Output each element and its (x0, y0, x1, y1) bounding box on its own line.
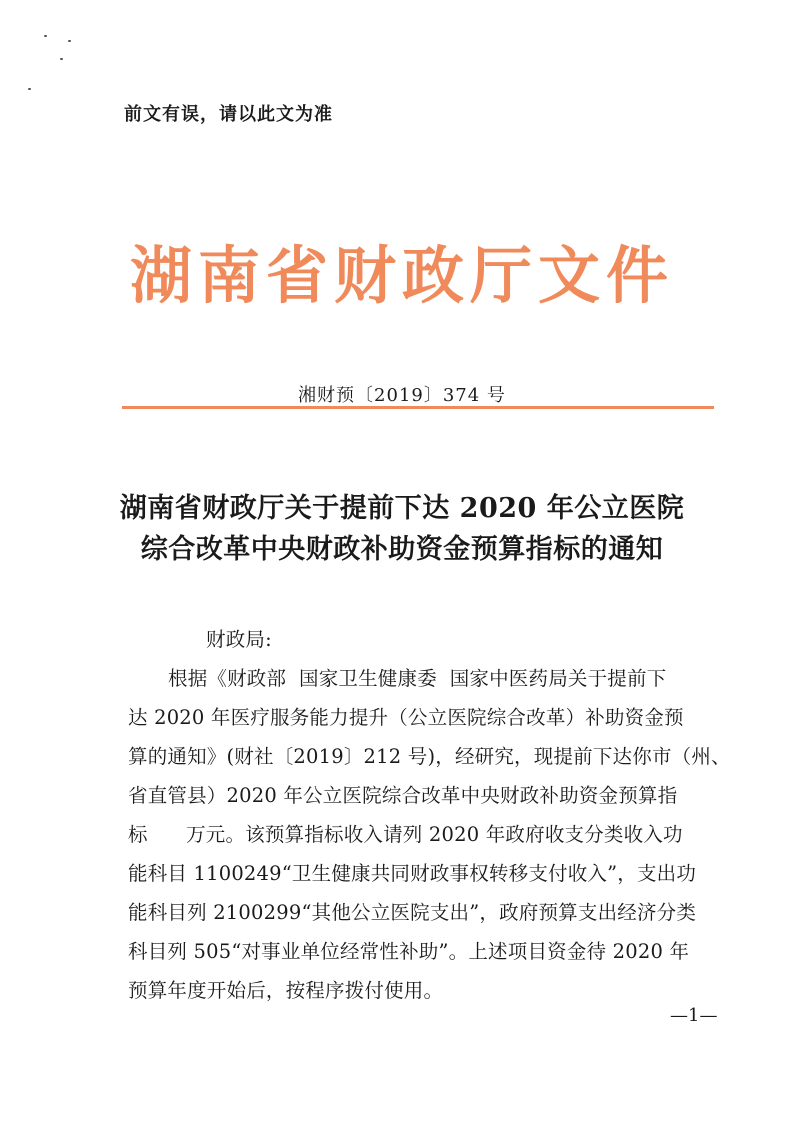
scan-speck (60, 58, 63, 60)
body-line: 能科目列 2100299“其他公立医院支出”，政府预算支出经济分类 (128, 901, 697, 924)
body-line: 省直管县）2020 年公立医院综合改革中央财政补助资金预算指 (128, 784, 678, 807)
body-line: 能科目 1100249“卫生健康共同财政事权转移支付收入”，支出功 (128, 862, 697, 885)
body-line: 达 2020 年医疗服务能力提升（公立医院综合改革）补助资金预 (128, 706, 684, 729)
document-title-line: 湖南省财政厅关于提前下达 2020 年公立医院 (119, 493, 685, 524)
scan-speck (44, 35, 47, 37)
correction-note: 前文有误，请以此文为准 (124, 104, 333, 125)
page-number: —1— (670, 1005, 718, 1026)
salutation: 财政局: (206, 628, 272, 651)
body-line: 算的通知》(财社〔2019〕212 号)，经研究，现提前下达你市（州、 (128, 745, 731, 768)
body-line: 标 万元。该预算指标收入请列 2020 年政府收支分类收入功 (128, 823, 683, 846)
scan-speck (68, 40, 71, 42)
masthead-title: 湖南省财政厅文件 (129, 239, 674, 312)
document-title (0, 488, 804, 570)
masthead-divider (122, 406, 714, 409)
body-line: 根据《财政部 国家卫生健康委 国家中医药局关于提前下 (168, 667, 667, 690)
body-line: 科目列 505“对事业单位经常性补助”。上述项目资金待 2020 年 (128, 940, 690, 963)
document-title-line: 综合改革中央财政补助资金预算指标的通知 (140, 534, 664, 565)
document-number: 湘财预〔2019〕374 号 (298, 385, 506, 406)
scan-speck (28, 88, 31, 90)
document-body (128, 620, 731, 1010)
body-line: 预算年度开始后，按程序拨付使用。 (128, 979, 444, 1002)
